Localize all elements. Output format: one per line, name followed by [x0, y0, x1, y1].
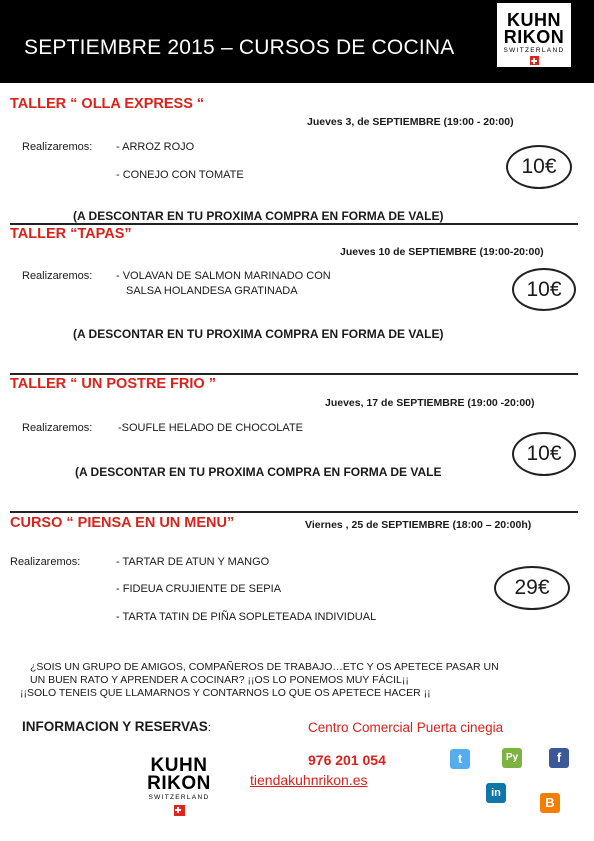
section-4-item-3: - TARTA TATIN DE PIÑA SOPLETEADA INDIVIDUAL — [116, 611, 377, 623]
logo-bottom-sub: SWITZERLAND — [148, 794, 210, 801]
section-2-item-2: SALSA HOLANDESA GRATINADA — [126, 285, 298, 297]
logo-bottom-line1: KUHN — [150, 755, 208, 776]
section-3-label: Realizaremos: — [22, 422, 93, 434]
section-2-date: Jueves 10 de SEPTIEMBRE (19:00-20:00) — [340, 246, 544, 258]
kuhn-rikon-logo — [497, 3, 571, 67]
section-1-title: TALLER “ OLLA EXPRESS “ — [10, 96, 205, 112]
section-1-price: 10€ — [506, 145, 572, 189]
section-4-item-2: - FIDEUA CRUJIENTE DE SEPIA — [116, 583, 282, 595]
logo-bottom-line2: RIKON — [147, 773, 211, 794]
paypal-icon[interactable]: Py — [502, 748, 522, 768]
page-title: SEPTIEMBRE 2015 – CURSOS DE COCINA — [24, 36, 455, 59]
section-1-item-1: - ARROZ ROJO — [116, 141, 195, 153]
twitter-icon[interactable]: t — [450, 749, 470, 769]
logo-line2: RIKON — [503, 27, 565, 47]
section-3-item-1: -SOUFLE HELADO DE CHOCOLATE — [118, 422, 303, 434]
section-4-price: 29€ — [494, 566, 570, 610]
section-1-label: Realizaremos: — [22, 141, 93, 153]
section-3-discount: (A DESCONTAR EN TU PROXIMA COMPRA EN FORMA DE VALE — [75, 465, 442, 479]
section-3-date: Jueves, 17 de SEPTIEMBRE (19:00 -20:00) — [325, 397, 535, 409]
promo-line-1: ¿SOIS UN GRUPO DE AMIGOS, COMPAÑEROS DE TRABAJO…ETC Y OS APETECE PASAR UN — [30, 661, 499, 673]
divider-2 — [10, 373, 578, 375]
info-web-link[interactable]: tiendakuhnrikon.es — [250, 772, 368, 788]
promo-line-3: ¡¡SOLO TENEIS QUE LLAMARNOS Y CONTARNOS LO QUE OS APETECE HACER ¡¡ — [20, 687, 431, 699]
logo-sub: SWITZERLAND — [503, 47, 565, 54]
info-phone[interactable]: 976 201 054 — [308, 752, 386, 768]
section-3-title: TALLER “ UN POSTRE FRIO ” — [10, 376, 216, 392]
section-2-title: TALLER “TAPAS” — [10, 226, 132, 242]
swiss-flag-bottom-icon — [174, 805, 185, 816]
section-1-discount: (A DESCONTAR EN TU PROXIMA COMPRA EN FORMA DE VALE) — [73, 209, 444, 223]
info-label — [22, 719, 211, 734]
linkedin-icon[interactable]: in — [486, 783, 506, 803]
section-2-discount: (A DESCONTAR EN TU PROXIMA COMPRA EN FORMA DE VALE) — [73, 327, 444, 341]
kuhn-rikon-logo-bottom — [134, 757, 224, 816]
facebook-icon[interactable]: f — [549, 748, 569, 768]
section-2-price: 10€ — [512, 268, 576, 311]
info-place: Centro Comercial Puerta cinegia — [308, 720, 504, 735]
section-4-item-1: - TARTAR DE ATUN Y MANGO — [116, 556, 270, 568]
swiss-flag-icon — [530, 56, 539, 65]
section-1-date: Jueves 3, de SEPTIEMBRE (19:00 - 20:00) — [307, 116, 514, 128]
blogger-icon[interactable]: B — [540, 793, 560, 813]
info-label-text: INFORMACION Y RESERVAS — [22, 719, 208, 734]
promo-line-2: UN BUEN RATO Y APRENDER A COCINAR? ¡¡OS LO PONEMOS MUY FÁCIL¡¡ — [30, 674, 409, 686]
section-2-item-1: - VOLAVAN DE SALMON MARINADO CON — [116, 270, 331, 282]
section-4-date: Viernes , 25 de SEPTIEMBRE (18:00 – 20:00h) — [305, 519, 532, 531]
section-4-label: Realizaremos: — [10, 556, 81, 568]
divider-3 — [10, 511, 578, 513]
section-2-label: Realizaremos: — [22, 270, 93, 282]
info-colon: : — [207, 722, 211, 734]
logo-line1: KUHN — [507, 10, 561, 30]
divider-1 — [10, 223, 578, 225]
section-3-price: 10€ — [512, 432, 576, 476]
section-1-item-2: - CONEJO CON TOMATE — [116, 169, 244, 181]
section-4-title: CURSO “ PIENSA EN UN MENU” — [10, 515, 235, 531]
